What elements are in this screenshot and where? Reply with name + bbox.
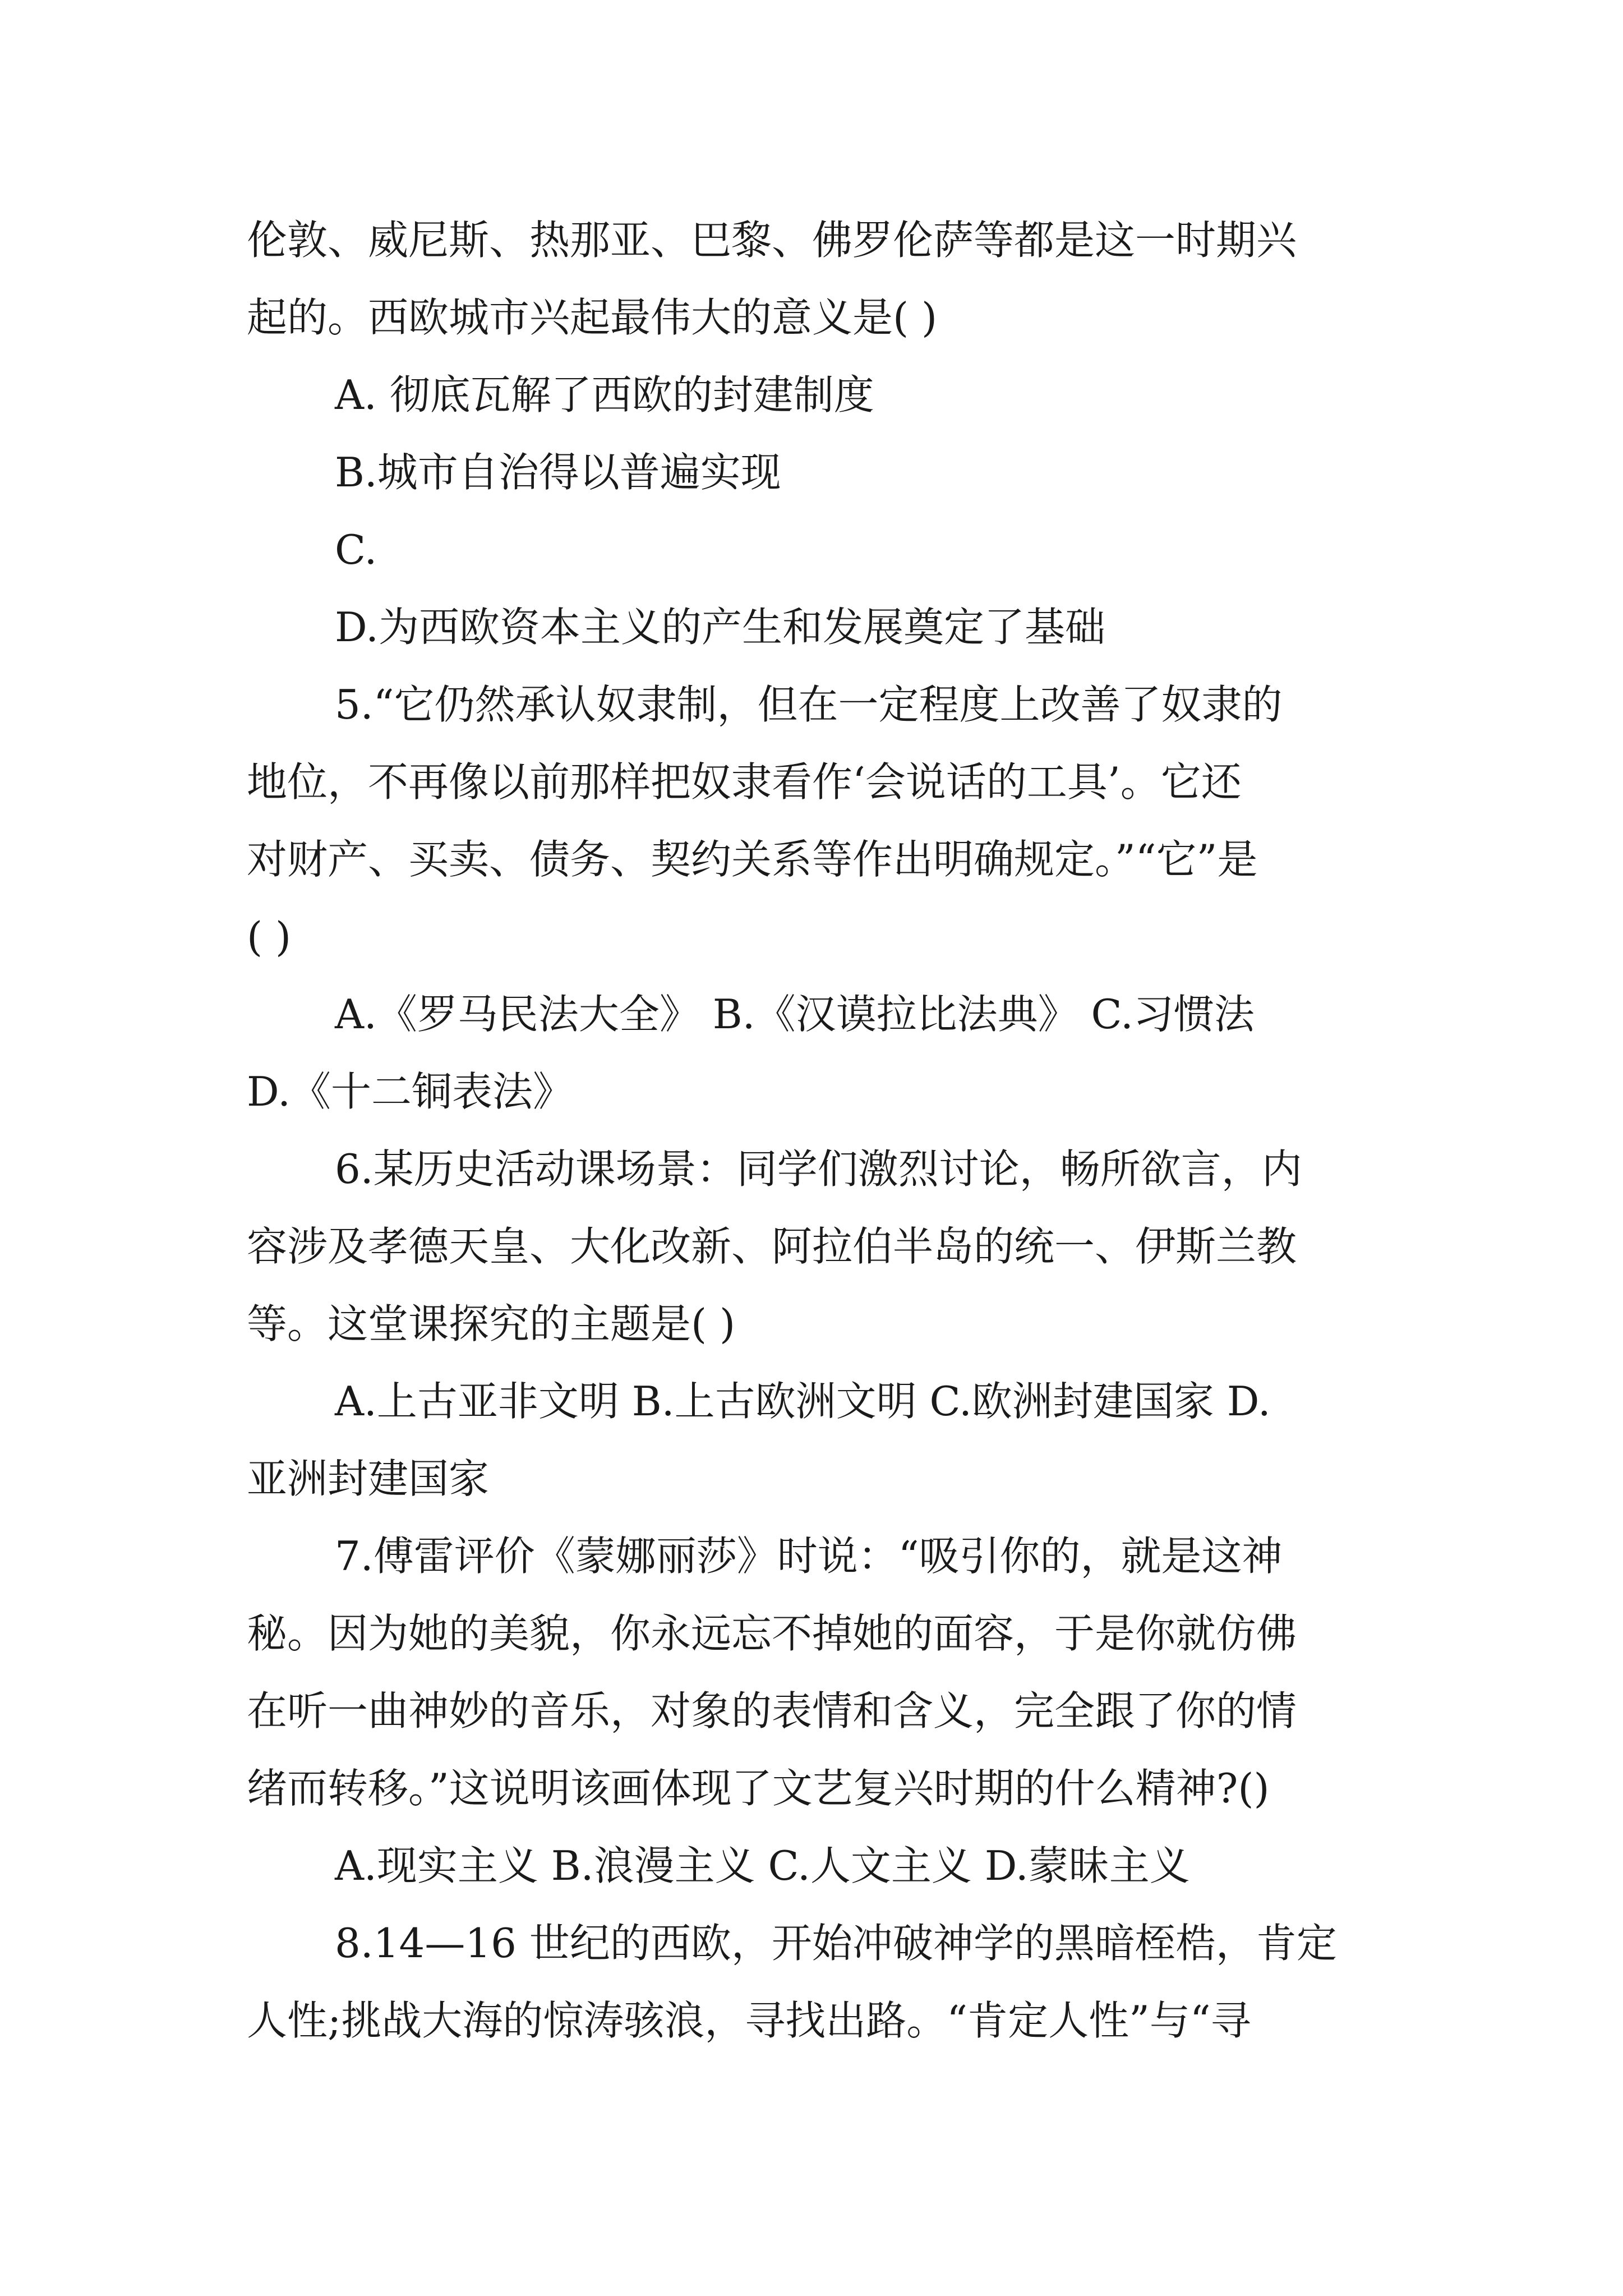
text-line: 容涉及孝德天皇、大化改新、阿拉伯半岛的统一、伊斯兰教 — [247, 1223, 1297, 1270]
text-line: 人性;挑战大海的惊涛骇浪，寻找出路。“肯定人性”与“寻 — [247, 1997, 1251, 2044]
text-line: 在听一曲神妙的音乐，对象的表情和含义，完全跟了你的情 — [247, 1687, 1297, 1734]
question-line: 7.傅雷评价《蒙娜丽莎》时说：“吸引你的，就是这神 — [335, 1533, 1283, 1580]
text-line: 等。这堂课探究的主题是( ) — [247, 1300, 736, 1347]
text-line: 起的。西欧城市兴起最伟大的意义是( ) — [247, 294, 938, 341]
option-line: A.上古亚非文明 B.上古欧洲文明 C.欧洲封建国家 D. — [335, 1378, 1271, 1425]
text-line: 绪而转移。”这说明该画体现了文艺复兴时期的什么精神?() — [247, 1765, 1270, 1812]
text-line: 地位，不再像以前那样把奴隶看作‘会说话的工具’。它还 — [247, 758, 1242, 806]
option-line: A.《罗马民法大全》 B.《汉谟拉比法典》 C.习惯法 — [335, 991, 1255, 1038]
text-line: ( ) — [247, 913, 292, 960]
option-line: D.为西欧资本主义的产生和发展奠定了基础 — [335, 604, 1106, 651]
option-line: C. — [335, 526, 377, 573]
text-line: 对财产、买卖、债务、契约关系等作出明确规定。”“它”是 — [247, 836, 1258, 883]
question-line: 8.14—16 世纪的西欧，开始冲破神学的黑暗桎梏，肯定 — [335, 1920, 1337, 1967]
option-line: D.《十二铜表法》 — [247, 1068, 574, 1115]
text-line: 秘。因为她的美貌，你永远忘不掉她的面容，于是你就仿佛 — [247, 1610, 1297, 1657]
question-line: 6.某历史活动课场景：同学们激烈讨论，畅所欲言，内 — [335, 1145, 1302, 1193]
option-line: B.城市自治得以普遍实现 — [335, 449, 781, 496]
option-line: A.现实主义 B.浪漫主义 C.人文主义 D.蒙昧主义 — [335, 1842, 1190, 1889]
text-line: 伦敦、威尼斯、热那亚、巴黎、佛罗伦萨等都是这一时期兴 — [247, 217, 1297, 264]
option-line: A. 彻底瓦解了西欧的封建制度 — [335, 371, 874, 418]
question-line: 5.“它仍然承认奴隶制，但在一定程度上改善了奴隶的 — [335, 681, 1283, 728]
option-line: 亚洲封建国家 — [247, 1455, 490, 1502]
